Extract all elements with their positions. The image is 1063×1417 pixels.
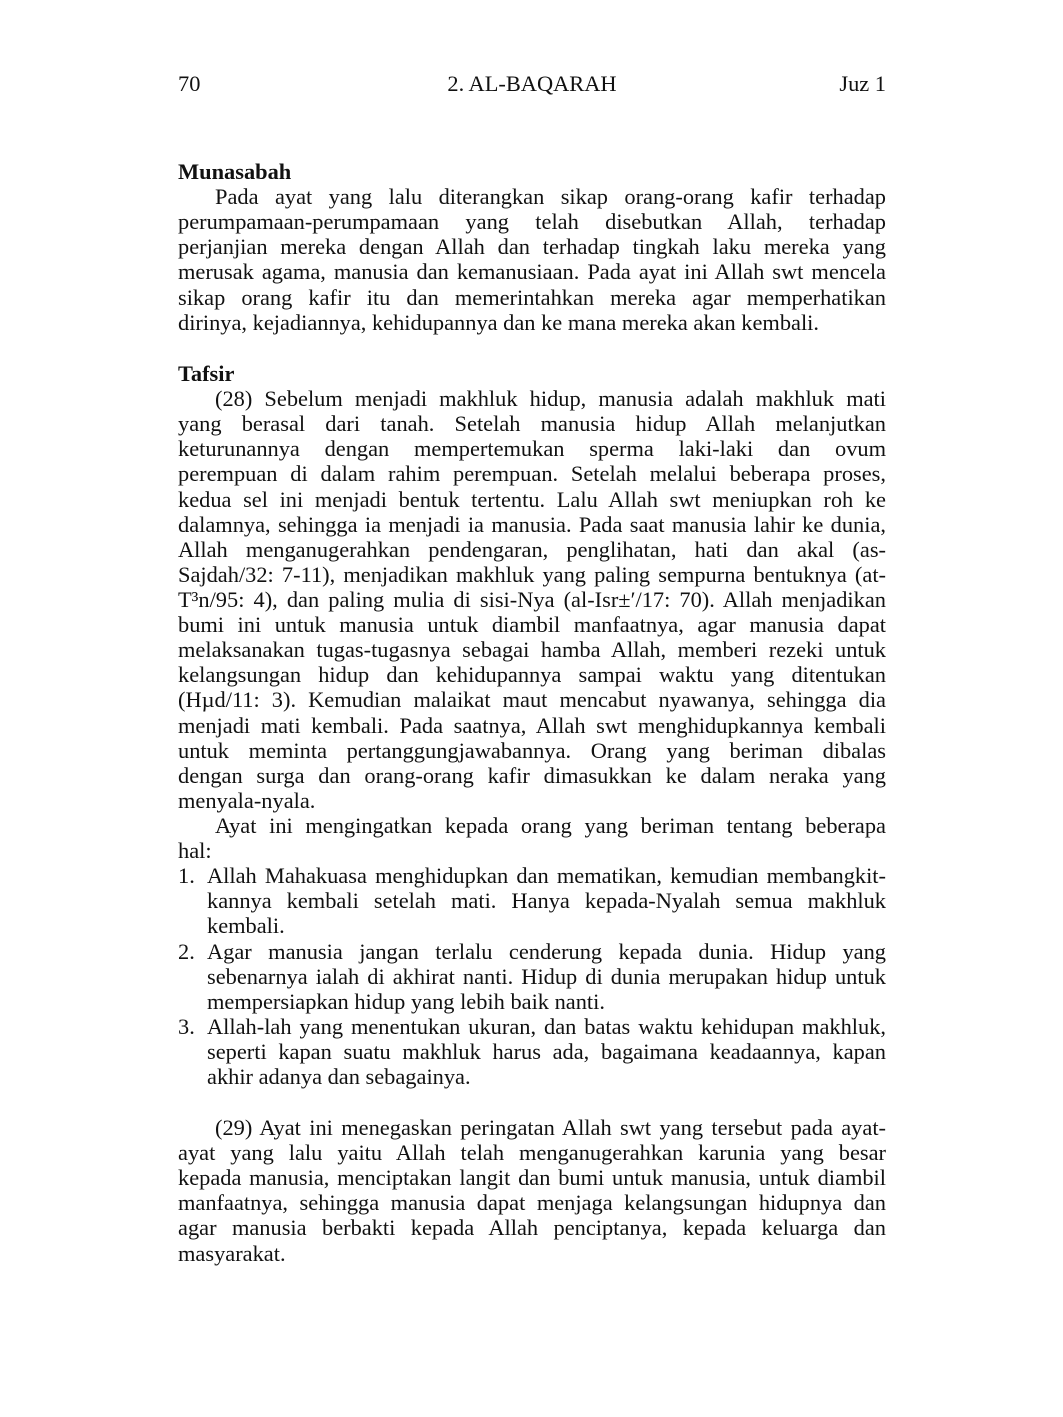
list-item-number: 1. xyxy=(178,863,195,889)
list-item-line: Allah Mahakuasa menghidupkan dan mematikan, kemudian membangkit- xyxy=(207,863,886,889)
munasabah-line: perumpamaan-perumpamaan yang telah disebutkan Allah, terhadap xyxy=(178,209,886,235)
list-item-number: 3. xyxy=(178,1013,195,1039)
list-item xyxy=(178,863,886,938)
verse-28-paragraph xyxy=(178,386,886,813)
list-item xyxy=(178,939,886,1014)
list-item xyxy=(178,1014,886,1089)
verse-28-line: dalamnya, sehingga ia menjadi ia manusia. Pada saat manusia lahir ke dunia, xyxy=(178,511,886,537)
juz-label: Juz 1 xyxy=(839,71,886,96)
verse-28-line: melaksanakan tugas-tugasnya sebagai hamba Allah, memberi rezeki untuk xyxy=(178,637,886,663)
running-head xyxy=(178,71,886,96)
munasabah-line: merusak agama, manusia dan kemanusiaan. Pada ayat ini Allah swt mencela xyxy=(178,259,886,285)
reminder-paragraph xyxy=(178,813,886,863)
list-item-line: Agar manusia jangan terlalu cenderung kepada dunia. Hidup yang xyxy=(207,938,886,964)
verse-29-line: (29) Ayat ini menegaskan peringatan Allah swt yang tersebut pada ayat- xyxy=(215,1115,886,1140)
munasabah-line: Pada ayat yang lalu diterangkan sikap orang-orang kafir terhadap xyxy=(215,184,886,210)
list-item-line: kembali. xyxy=(207,913,285,939)
verse-28-line: keturunannya dengan mempertemukan sperma laki-laki dan ovum xyxy=(178,436,886,462)
list-item-line: Allah-lah yang menentukan ukuran, dan batas waktu kehidupan makhluk, xyxy=(207,1013,886,1039)
list-item-line: akhir adanya dan sebagainya. xyxy=(207,1064,471,1090)
verse-28-line: untuk meminta pertanggungjawabannya. Orang yang beriman dibalas xyxy=(178,737,886,763)
verse-29-line: manfaatnya, sehingga manusia dapat menjaga kelangsungan hidupnya dan xyxy=(178,1190,886,1216)
verse-28-line: kedua sel ini menjadi bentuk tertentu. Lalu Allah swt meniupkan roh ke xyxy=(178,486,886,512)
munasabah-line: perjanjian mereka dengan Allah dan terhadap tingkah laku mereka yang xyxy=(178,234,886,260)
verse-29-line: masyarakat. xyxy=(178,1240,286,1266)
verse-28-line: dengan surga dan orang-orang kafir dimasukkan ke dalam neraka yang xyxy=(178,762,886,788)
munasabah-line: sikap orang kafir itu dan memerintahkan mereka agar memperhatikan xyxy=(178,284,886,310)
list-item-line: kannya kembali setelah mati. Hanya kepada-Nyalah semua makhluk xyxy=(207,888,886,914)
verse-29-line: ayat yang lalu yaitu Allah telah menganugerahkan karunia yang besar xyxy=(178,1140,886,1166)
verse-28-line: Sajdah/32: 7-11), menjadikan makhluk yang paling sempurna bentuknya (at- xyxy=(178,561,886,587)
list-item-line: mempersiapkan hidup yang lebih baik nanti. xyxy=(207,988,605,1014)
reminder-line: Ayat ini mengingatkan kepada orang yang beriman tentang beberapa xyxy=(215,812,886,838)
verse-28-line: (Hµd/11: 3). Kemudian malaikat maut mencabut nyawanya, sehingga dia xyxy=(178,687,886,713)
verse-28-line: (28) Sebelum menjadi makhluk hidup, manusia adalah makhluk mati xyxy=(215,386,886,412)
tafsir-heading: Tafsir xyxy=(178,361,235,386)
verse-28-line: bumi ini untuk manusia untuk diambil manfaatnya, agar manusia dapat xyxy=(178,612,886,638)
verse-28-line: menyala-nyala. xyxy=(178,787,316,813)
tafsir-section xyxy=(178,361,886,1089)
list-item-number: 2. xyxy=(178,938,195,964)
munasabah-line: dirinya, kejadiannya, kehidupannya dan ke mana mereka akan kembali. xyxy=(178,309,819,335)
page-number: 70 xyxy=(178,71,201,96)
munasabah-heading: Munasabah xyxy=(178,159,292,184)
verse-28-line: Allah menganugerahkan pendengaran, penglihatan, hati dan akal (as- xyxy=(178,536,886,562)
numbered-list xyxy=(178,863,886,1089)
verse-28-line: yang berasal dari tanah. Setelah manusia hidup Allah melanjutkan xyxy=(178,411,886,437)
reminder-line: hal: xyxy=(178,838,212,864)
verse-28-line: kelangsungan hidup dan kehidupannya sampai waktu yang ditentukan xyxy=(178,662,886,688)
munasabah-section xyxy=(178,159,886,335)
verse-29-line: agar manusia berbakti kepada Allah penciptanya, kepada keluarga dan xyxy=(178,1215,886,1241)
verse-28-line: menjadi mati kembali. Pada saatnya, Allah swt menghidupkannya kembali xyxy=(178,712,886,738)
verse-28-line: perempuan di dalam rahim perempuan. Setelah melalui beberapa proses, xyxy=(178,461,886,487)
verse-29-paragraph xyxy=(178,1115,886,1266)
verse-28-line: T³n/95: 4), dan paling mulia di sisi-Nya (al-Isr±′/17: 70). Allah menjadikan xyxy=(178,586,886,612)
list-item-line: seperti kapan suatu makhluk harus ada, bagaimana keadaannya, kapan xyxy=(207,1038,886,1064)
verse-29-line: kepada manusia, menciptakan langit dan bumi untuk manusia, untuk diambil xyxy=(178,1165,886,1191)
list-item-line: sebenarnya ialah di akhirat nanti. Hidup di dunia merupakan hidup untuk xyxy=(207,963,886,989)
chapter-title: 2. AL-BAQARAH xyxy=(447,71,617,96)
